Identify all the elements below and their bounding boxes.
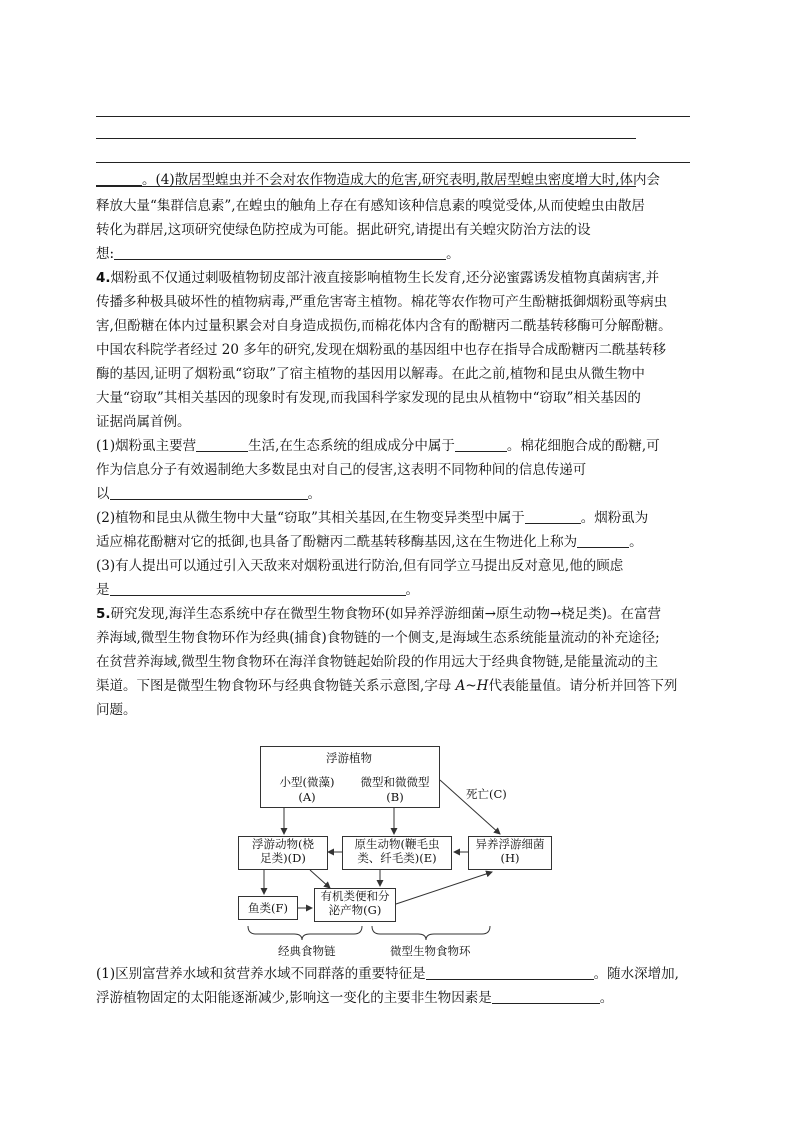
- answer-blank[interactable]: [96, 172, 142, 186]
- q4-line3: 害,但酚糖在体内过量积累会对自身造成损伤,而棉花体内含有的酚糖丙二酰基转移酶可分解酚糖。: [96, 318, 672, 334]
- q4-sub2-line1: (2)植物和昆虫从微生物中大量“窃取”其相关基因,在生物变异类型中属于 。烟粉虱为: [96, 510, 649, 526]
- q4-line2: 传播多种极具破坏性的植物病毒,严重危害寄主植物。棉花等农作物可产生酚糖抵御烟粉虱等病虫: [96, 294, 668, 310]
- classic-food-chain-label: 经典食物链: [278, 944, 336, 958]
- organic-matter-box: 有机类便和分 泌产物(G): [314, 888, 396, 922]
- answer-blank[interactable]: [426, 966, 594, 980]
- protozoa-box: 原生动物(鞭毛虫 类、纤毛类)(E): [342, 836, 452, 870]
- q4-line1: 4.烟粉虱不仅通过刺吸植物韧皮部汁液直接影响植物生长发育,还分泌蜜露诱发植物真菌病害,并: [96, 270, 660, 286]
- q4-sub1-line1: (1)烟粉虱主要营 生活,在生态系统的组成成分中属于 。棉花细胞合成的酚糖,可: [96, 438, 660, 454]
- bacteria-box: 异养浮游细菌 (H): [468, 836, 552, 870]
- plankton-plants-label: 浮游植物: [326, 751, 372, 765]
- q3-part4-line2: 释放大量“集群信息素”,在蝗虫的触角上存在有感知该种信息素的嗅觉受体,从而使蝗虫由散居: [96, 198, 645, 214]
- q5-line4: 渠道。下图是微型生物食物环与经典食物链关系示意图,字母 A~H代表能量值。请分析并回答下列: [96, 678, 678, 694]
- q5-sub1-line2: 浮游植物固定的太阳能逐渐减少,影响这一变化的主要非生物因素是 。: [96, 990, 614, 1006]
- q5-line1: 5.研究发现,海洋生态系统中存在微型生物食物环(如异养浮游细菌→原生动物→桡足类)。在富营: [96, 606, 661, 622]
- zooplankton-box: 浮游动物(桡 足类)(D): [238, 836, 328, 870]
- answer-blank[interactable]: [577, 534, 629, 548]
- q5-line5: 问题。: [96, 702, 137, 718]
- q4-sub1-line2: 作为信息分子有效遏制绝大多数昆虫对自己的侵害,这表明不同物种间的信息传递可: [96, 462, 587, 478]
- fish-box: 鱼类(F): [238, 896, 298, 920]
- q3-part4-line1: 。(4)散居型蝗虫并不会对农作物造成大的危害,研究表明,散居型蝗虫密度增大时,体内会: [96, 172, 660, 188]
- question-number: 4.: [96, 270, 111, 286]
- q4-sub2-line2: 适应棉花酚糖对它的抵御,也具备了酚糖丙二酰基转移酶基因,这在生物进化上称为 。: [96, 534, 643, 550]
- q4-sub1-line3: 以 。: [96, 486, 321, 502]
- q5-line2: 养海域,微型生物食物环作为经典(捕食)食物链的一个侧支,是海域生态系统能量流动的补充途径;: [96, 630, 660, 646]
- answer-line[interactable]: [96, 116, 690, 117]
- answer-blank[interactable]: [114, 246, 446, 260]
- question-number: 5.: [96, 606, 111, 622]
- answer-blank[interactable]: [110, 582, 406, 596]
- q4-sub3-line2: 是 。: [96, 582, 419, 598]
- answer-blank[interactable]: [196, 438, 248, 452]
- food-web-diagram: [230, 746, 545, 961]
- q4-line7: 证据尚属首例。: [96, 414, 191, 430]
- answer-blank[interactable]: [455, 438, 507, 452]
- answer-blank[interactable]: [492, 990, 600, 1004]
- q5-line3: 在贫营养海域,微型生物食物环在海洋食物链起始阶段的作用远大于经典食物链,是能量流动的主: [96, 654, 659, 670]
- microbial-loop-label: 微型生物食物环: [390, 944, 471, 958]
- q4-line4: 中国农科院学者经过 20 多年的研究,发现在烟粉虱的基因组中也存在指导合成酚糖丙二酰基转移: [96, 342, 667, 358]
- q4-line5: 酶的基因,证明了烟粉虱“窃取”了宿主植物的基因用以解毒。在此之前,植物和昆虫从微生物中: [96, 366, 645, 382]
- q3-part4-line4: 想: 。: [96, 246, 460, 262]
- answer-line[interactable]: [96, 138, 636, 139]
- q3-part4-line3: 转化为群居,这项研究使绿色防控成为可能。据此研究,请提出有关蝗灾防治方法的设: [96, 222, 591, 238]
- answer-blank[interactable]: [525, 510, 581, 524]
- answer-line[interactable]: [96, 186, 636, 187]
- answer-blank[interactable]: [110, 486, 308, 500]
- answer-line[interactable]: [96, 162, 690, 163]
- q4-line6: 大量“窃取”其相关基因的现象时有发现,而我国科学家发现的昆虫从植物中“窃取”相关基因的: [96, 390, 641, 406]
- q4-sub3-line1: (3)有人提出可以通过引入天敌来对烟粉虱进行防治,但有同学立马提出反对意见,他的顾虑: [96, 558, 624, 574]
- small-algae-label: 小型(微藻) (A): [279, 775, 335, 804]
- micro-plankton-label: 微型和微微型 (B): [360, 775, 430, 804]
- death-label: 死亡(C): [466, 787, 507, 801]
- q5-sub1-line1: (1)区别富营养水域和贫营养水域不同群落的重要特征是 。随水深增加,: [96, 966, 679, 982]
